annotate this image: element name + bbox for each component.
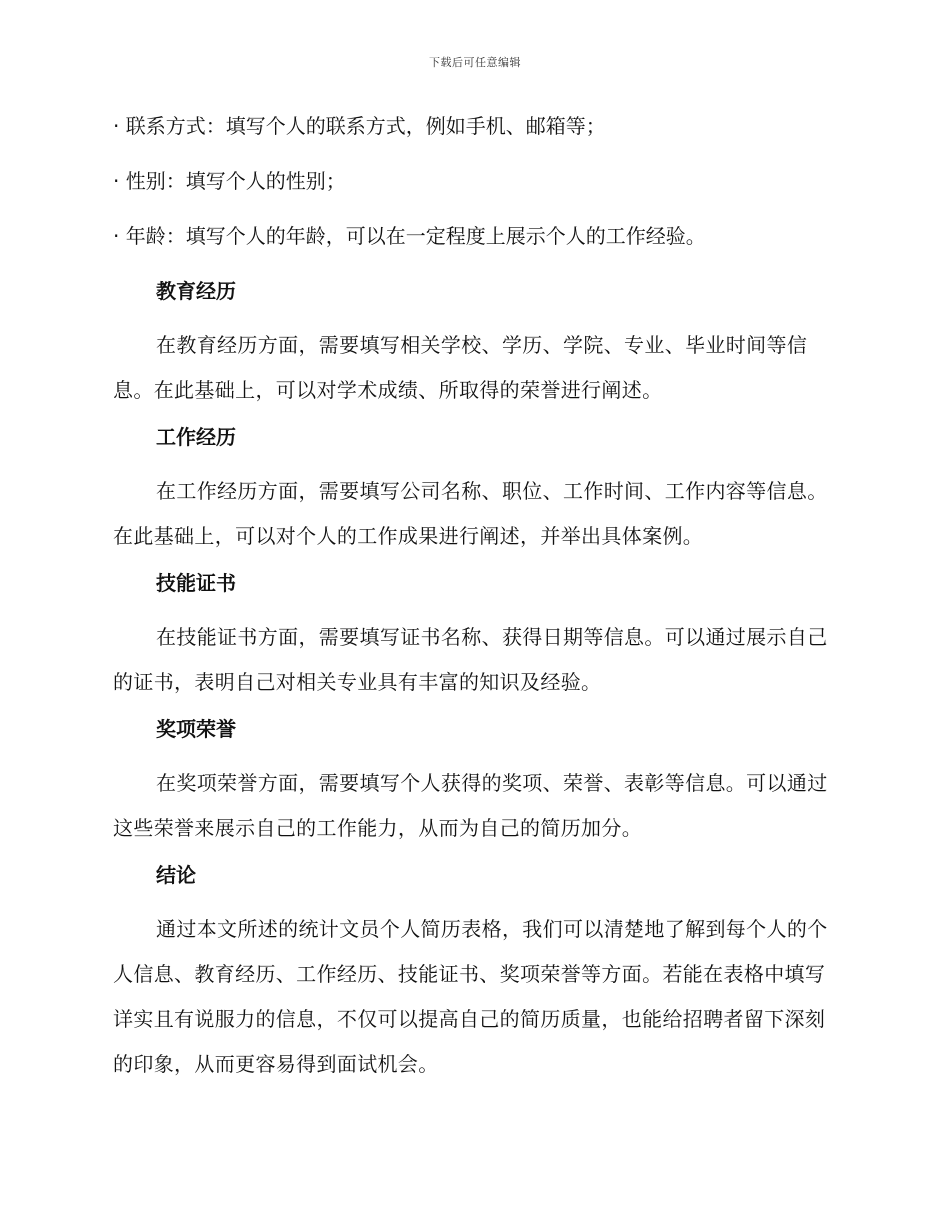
- section-heading-conclusion: 结论: [156, 863, 196, 887]
- bullet-age: · 年龄：填写个人的年龄，可以在一定程度上展示个人的工作经验。: [113, 224, 706, 248]
- section-body-education: 在教育经历方面，需要填写相关学校、学历、学院、专业、毕业时间等信息。在此基础上，可以对学术成绩、所取得的荣誉进行阐述。: [113, 333, 808, 402]
- section-body-awards: 在奖项荣誉方面，需要填写个人获得的奖项、荣誉、表彰等信息。可以通过这些荣誉来展示自己的工作能力，从而为自己的简历加分。: [113, 771, 828, 840]
- bullet-gender: · 性别：填写个人的性别；: [113, 169, 346, 193]
- section-heading-work: 工作经历: [156, 425, 236, 449]
- bullet-contact: · 联系方式：填写个人的联系方式，例如手机、邮箱等；: [113, 114, 606, 138]
- document-body: [113, 110, 831, 1095]
- section-body-conclusion: 通过本文所述的统计文员个人简历表格，我们可以清楚地了解到每个人的个人信息、教育经历、工作经历、技能证书、奖项荣誉等方面。若能在表格中填写详实且有说服力的信息，不仅可以提高自己的简历质量，也能给招聘者留下深刻的印象，从而更容易得到面试机会。: [113, 917, 828, 1076]
- section-heading-education: 教育经历: [156, 279, 236, 303]
- section-body-certificates: 在技能证书方面，需要填写证书名称、获得日期等信息。可以通过展示自己的证书，表明自己对相关专业具有丰富的知识及经验。: [113, 625, 828, 694]
- section-body-work: 在工作经历方面，需要填写公司名称、职位、工作时间、工作内容等信息。在此基础上，可以对个人的工作成果进行阐述，并举出具体案例。: [113, 479, 828, 548]
- page-header-note: 下载后可任意编辑: [429, 56, 521, 69]
- section-heading-awards: 奖项荣誉: [156, 717, 236, 741]
- section-heading-certificates: 技能证书: [156, 571, 236, 595]
